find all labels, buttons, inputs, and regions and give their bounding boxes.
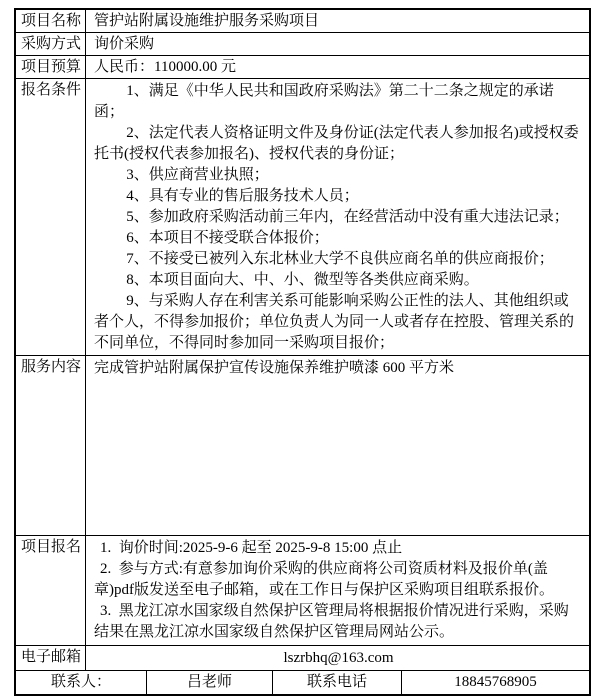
procurement-method-value: 询价采购: [94, 36, 155, 52]
condition-item-2: 2、法定代表人资格证明文件及身份证(法定代表人参加报名)或授权委托书(授权代表参加报名)、授权代表的身份证；: [94, 125, 579, 162]
condition-item-4: 4、具有专业的售后服务技术人员；: [126, 188, 359, 204]
label-registration-conditions: 报名条件: [16, 79, 86, 355]
condition-item-6: 6、本项目不接受联合体报价；: [126, 230, 329, 246]
project-registration-list: [86, 536, 589, 645]
project-name-value: 管护站附属设施维护服务采购项目: [94, 13, 320, 29]
row-contact: [16, 670, 589, 694]
label-procurement-method: 采购方式: [16, 33, 86, 55]
label-service-content: 服务内容: [16, 356, 86, 535]
label-project-registration: 项目报名: [16, 536, 86, 645]
contact-person-label: 联系人：: [16, 671, 147, 694]
service-content-value: 完成管护站附属保护宣传设施保养维护喷漆 600 平方米: [94, 360, 455, 376]
condition-item-9: 9、与采购人存在利害关系可能影响采购公正性的法人、其他组织或者个人，不得参加报价；单位负责人为同一人或者存在控股、管理关系的不同单位，不得同时参加同一采购项目报价；: [94, 293, 575, 351]
condition-item-1: 1、满足《中华人民共和国政府采购法》第二十二条之规定的承诺函；: [94, 83, 554, 120]
row-project-name: [16, 10, 589, 32]
row-procurement-method: [16, 32, 589, 55]
registration-item-3: 3. 黑龙江凉水国家级自然保护区管理局将根据报价情况进行采购，采购结果在黑龙江凉水国家级自然保护区管理局网站公示。: [94, 603, 569, 640]
row-project-registration: [16, 535, 589, 645]
registration-item-1: 1. 询价时间:2025-9-6 起至 2025-9-8 15:00 点止: [100, 540, 403, 556]
row-registration-conditions: [16, 78, 589, 355]
condition-item-8: 8、本项目面向大、中、小、微型等各类供应商采购。: [126, 272, 479, 288]
condition-item-3: 3、供应商营业执照；: [126, 167, 269, 183]
label-project-budget: 项目预算: [16, 56, 86, 78]
registration-conditions-list: [86, 79, 589, 355]
email-value: lszrbhq@163.com: [283, 650, 394, 666]
procurement-table: [14, 8, 591, 696]
condition-item-5: 5、参加政府采购活动前三年内，在经营活动中没有重大违法记录；: [126, 209, 569, 225]
condition-item-7: 7、不接受已被列入东北林业大学不良供应商名单的供应商报价；: [126, 251, 554, 267]
label-project-name: 项目名称: [16, 10, 86, 32]
label-email: 电子邮箱: [16, 646, 86, 670]
registration-item-2: 2. 参与方式:有意参加询价采购的供应商将公司资质材料及报价单(盖章)pdf版发送至电子邮箱，或在工作日与保护区采购项目组联系报价。: [94, 561, 554, 598]
row-email: [16, 645, 589, 670]
row-project-budget: [16, 55, 589, 78]
contact-phone-label: 联系电话: [273, 671, 402, 694]
row-service-content: [16, 355, 589, 535]
project-budget-value: 人民币：110000.00 元: [94, 59, 236, 75]
contact-person-name: 吕老师: [147, 671, 273, 694]
contact-phone-number: 18845768905: [454, 674, 537, 690]
